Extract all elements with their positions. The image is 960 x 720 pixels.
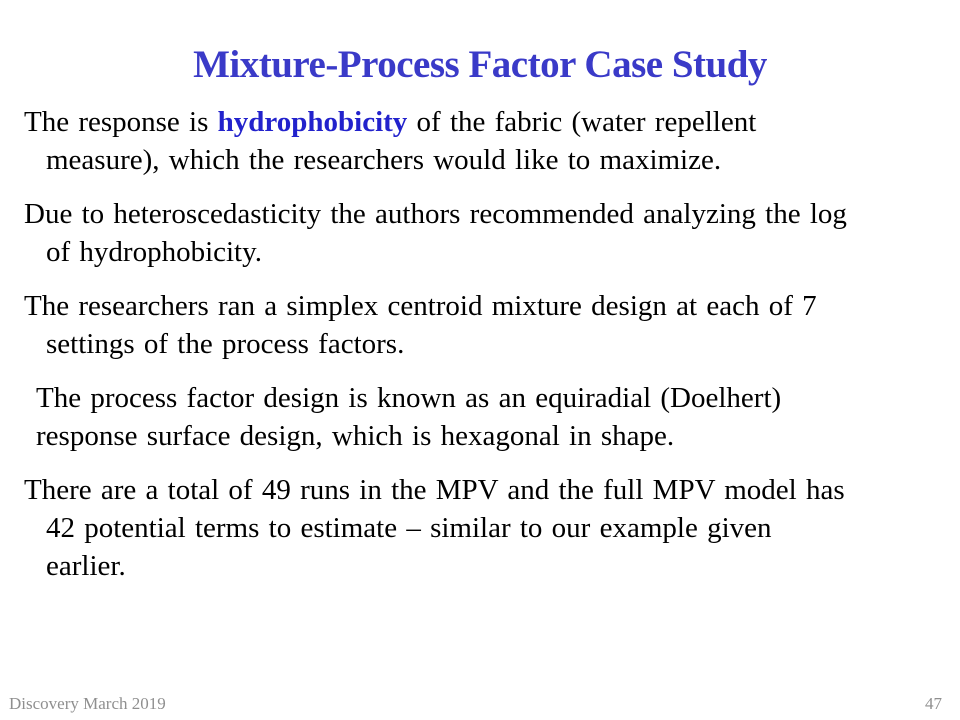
text-line: response surface design, which is hexagonal in shape. — [36, 420, 675, 452]
text-line: There are a total of 49 runs in the MPV and the full MPV model has — [24, 474, 845, 506]
slide-footer — [0, 690, 960, 714]
text-segment: of the fabric (water repellent — [407, 106, 757, 138]
text-line: settings of the process factors. — [46, 328, 405, 360]
text-line: The researchers ran a simplex centroid mixture design at each of 7 — [24, 290, 817, 322]
text-line: 42 potential terms to estimate – similar to our example given — [46, 512, 772, 544]
emphasis-hydrophobicity: hydrophobicity — [217, 106, 408, 138]
footer-date: Discovery March 2019 — [9, 694, 166, 713]
paragraph-heteroscedasticity — [0, 195, 960, 271]
paragraph-process-factor-design — [0, 379, 960, 455]
text-line: Due to heteroscedasticity the authors recommended analyzing the log — [24, 198, 847, 230]
text-line: measure), which the researchers would like to maximize. — [46, 144, 722, 176]
text-line: earlier. — [46, 550, 126, 582]
paragraph-simplex-design — [0, 287, 960, 363]
text-line — [0, 103, 960, 141]
slide-body — [0, 103, 960, 601]
text-line: of hydrophobicity. — [46, 236, 262, 268]
page-number: 47 — [925, 694, 942, 713]
text-line: The process factor design is known as an equiradial (Doelhert) — [36, 382, 782, 414]
slide-title: Mixture-Process Factor Case Study — [193, 43, 767, 86]
paragraph-total-runs — [0, 471, 960, 585]
paragraph-response — [0, 103, 960, 179]
text-segment: The response is — [24, 106, 218, 138]
